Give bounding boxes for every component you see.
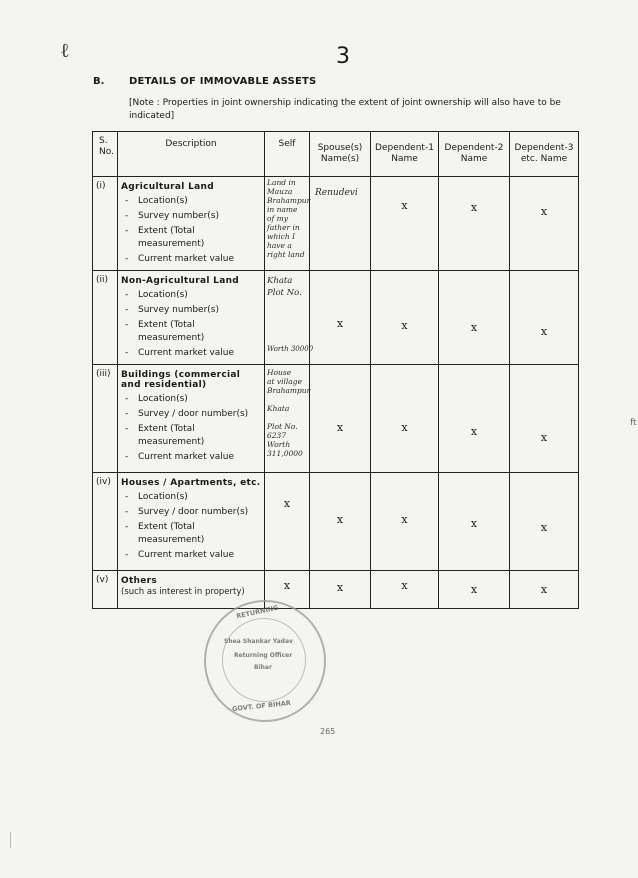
- margin-tick: [10, 832, 11, 848]
- seal-line-3: Bihar: [254, 664, 272, 671]
- row-items: [121, 195, 261, 266]
- table-row: [93, 571, 579, 609]
- item-extent: - Extent (Total measurement): [121, 225, 261, 251]
- note-line-1: [Note : Properties in joint ownership indicating the extent of joint ownership will also have to be: [129, 98, 561, 108]
- footer-number: 265: [320, 727, 336, 736]
- row-number: (v): [93, 571, 118, 609]
- item-location: - Location(s): [121, 195, 261, 208]
- dependent-3-entry: x: [510, 271, 579, 365]
- header-self: Self: [265, 132, 310, 177]
- item-survey: - Survey number(s): [121, 304, 261, 317]
- item-survey: - Survey / door number(s): [121, 506, 261, 519]
- row-category-sub: (such as interest in property): [121, 587, 245, 597]
- dependent-3-entry: x: [510, 571, 579, 609]
- immovable-assets-table: [92, 131, 579, 609]
- row-items: [121, 393, 261, 464]
- dependent-1-entry: x: [371, 365, 439, 473]
- page-number: 3: [336, 44, 350, 69]
- row-category: Houses / Apartments, etc.: [121, 478, 261, 488]
- row-category: Others: [121, 576, 158, 586]
- header-dependent-1: Dependent-1 Name: [371, 132, 439, 177]
- seal-inner-ring: [222, 618, 306, 702]
- row-category: Buildings (commercial and residential): [121, 370, 241, 390]
- dependent-2-entry: x: [439, 271, 510, 365]
- dependent-2-entry: x: [439, 365, 510, 473]
- row-description: [118, 571, 265, 609]
- dependent-2-entry: x: [439, 473, 510, 571]
- row-category: Agricultural Land: [121, 182, 214, 192]
- header-sno: S. No.: [93, 132, 118, 177]
- row-number: (iii): [93, 365, 118, 473]
- row-number: (iv): [93, 473, 118, 571]
- table-row: [93, 365, 579, 473]
- self-cell: [265, 271, 314, 365]
- item-market-value: - Current market value: [121, 451, 261, 464]
- row-items: [121, 491, 261, 562]
- dependent-1-entry: x: [371, 177, 439, 271]
- dependent-2-entry: x: [439, 177, 510, 271]
- item-market-value: - Current market value: [121, 347, 261, 360]
- dependent-3-entry: x: [510, 473, 579, 571]
- table-row: [93, 271, 579, 365]
- item-extent: - Extent (Total measurement): [121, 423, 261, 449]
- self-value: Worth 30000: [267, 345, 314, 353]
- header-spouse: Spouse(s) Name(s): [310, 132, 371, 177]
- seal-bottom-text: GOVT. OF BIHAR: [231, 698, 292, 714]
- edge-mark: ft: [630, 418, 637, 428]
- note-line-2: indicated]: [129, 111, 175, 121]
- corner-scribble: ℓ: [60, 38, 70, 62]
- self-entry: Land in Mauza Brahampur in name of my father in which I have a right land: [265, 177, 310, 271]
- dependent-2-entry: x: [439, 571, 510, 609]
- item-market-value: - Current market value: [121, 549, 261, 562]
- item-survey: - Survey / door number(s): [121, 408, 261, 421]
- header-description: Description: [118, 132, 265, 177]
- item-location: - Location(s): [121, 393, 261, 406]
- row-items: [121, 289, 261, 360]
- official-seal: [204, 600, 326, 722]
- spouse-entry: x: [310, 365, 371, 473]
- item-extent: - Extent (Total measurement): [121, 319, 261, 345]
- row-description: [118, 365, 265, 473]
- spouse-entry: x: [310, 571, 371, 609]
- item-extent: - Extent (Total measurement): [121, 521, 261, 547]
- spouse-entry: x: [310, 271, 371, 365]
- dependent-1-entry: x: [371, 571, 439, 609]
- item-location: - Location(s): [121, 289, 261, 302]
- section-title: DETAILS OF IMMOVABLE ASSETS: [129, 76, 317, 87]
- self-entry: Khata Plot No.: [267, 276, 302, 298]
- seal-line-1: Shea Shankar Yadav: [224, 638, 293, 645]
- dependent-1-entry: x: [371, 271, 439, 365]
- row-number: (i): [93, 177, 118, 271]
- section-letter: B.: [93, 76, 105, 87]
- row-description: [118, 177, 265, 271]
- row-number: (ii): [93, 271, 118, 365]
- seal-line-2: Returning Officer: [234, 652, 293, 659]
- row-description: [118, 271, 265, 365]
- spouse-entry: x: [310, 473, 371, 571]
- dependent-3-entry: x: [510, 365, 579, 473]
- section-note: [129, 97, 579, 123]
- table-row: [93, 177, 579, 271]
- table-row: [93, 473, 579, 571]
- spouse-entry: Renudevi: [310, 177, 371, 271]
- item-location: - Location(s): [121, 491, 261, 504]
- row-description: [118, 473, 265, 571]
- item-survey: - Survey number(s): [121, 210, 261, 223]
- header-dependent-3: Dependent-3 etc. Name: [510, 132, 579, 177]
- self-entry: x: [265, 571, 310, 609]
- self-entry: House at village Brahampur Khata Plot No. 6237 Worth 311,0000: [265, 365, 310, 473]
- row-category: Non-Agricultural Land: [121, 276, 240, 286]
- table-header-row: [93, 132, 579, 177]
- self-entry: x: [265, 473, 310, 571]
- dependent-3-entry: x: [510, 177, 579, 271]
- item-market-value: - Current market value: [121, 253, 261, 266]
- header-dependent-2: Dependent-2 Name: [439, 132, 510, 177]
- seal-top-text: RETURNING: [235, 603, 280, 621]
- dependent-1-entry: x: [371, 473, 439, 571]
